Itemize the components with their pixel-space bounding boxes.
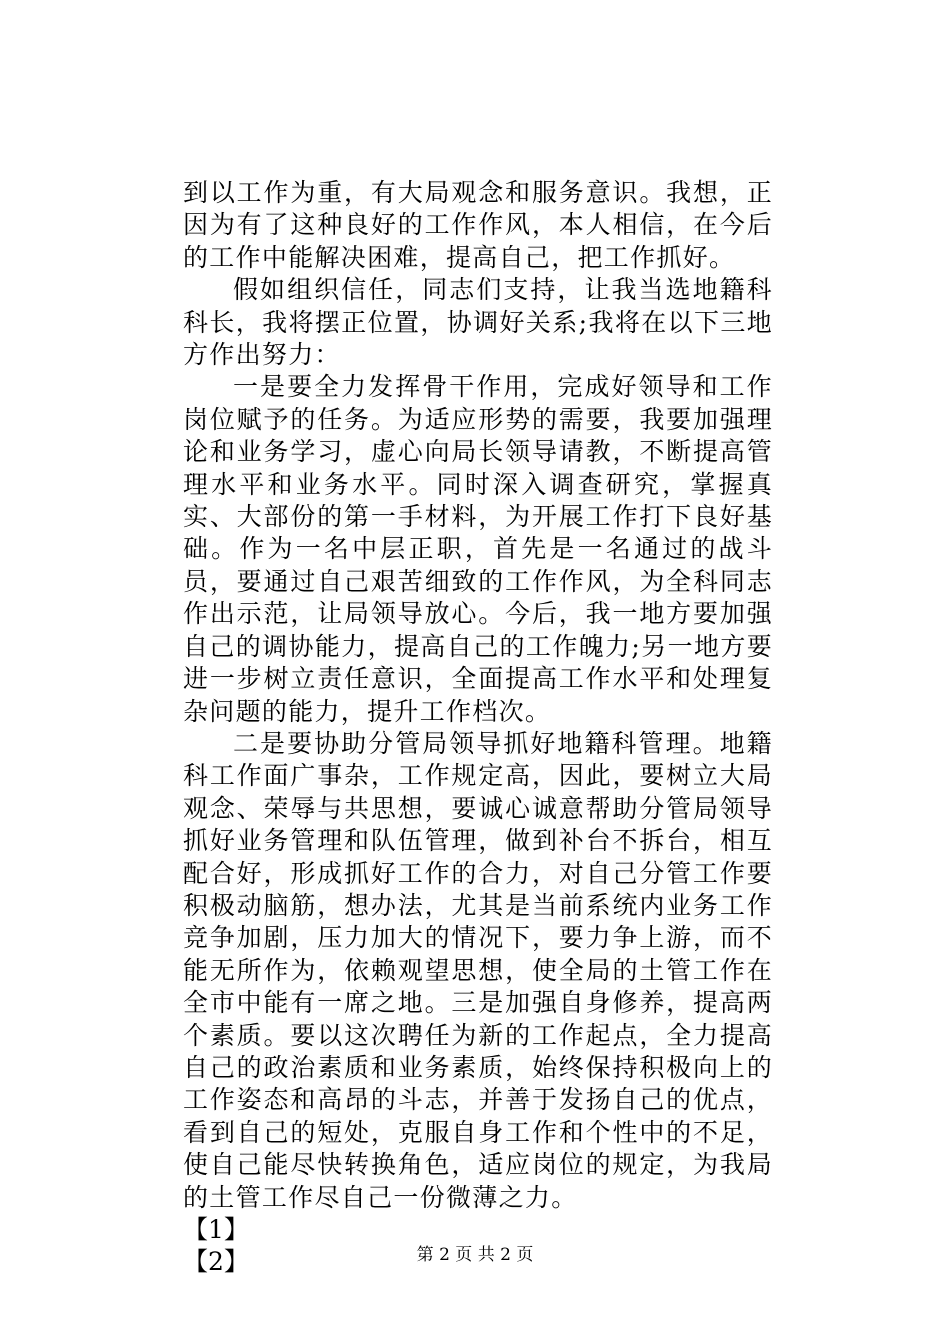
paragraph-continuation: 到以工作为重，有大局观念和服务意识。我想，正因为有了这种良好的工作作风，本人相信，在今后的工作中能解决困难，提高自己，把工作抓好。 xyxy=(183,178,773,272)
document-body xyxy=(183,177,773,1279)
reference-marker-1: 【1】 xyxy=(183,1215,249,1244)
paragraph-commitment: 假如组织信任，同志们支持，让我当选地籍科科长，我将摆正位置，协调好关系;我将在以下三地方作出努力： xyxy=(183,275,773,370)
paragraph-point-one: 一是要全力发挥骨干作用，完成好领导和工作岗位赋予的任务。为适应形势的需要，我要加强理论和业务学习，虚心向局长领导请教，不断提高管理水平和业务水平。同时深入调查研究，掌握真实、大部份的第一手材料，为开展工作打下良好基础。作为一名中层正职，首先是一名通过的战斗员，要通过自己艰苦细致的工作作风，为全科同志作出示范，让局领导放心。今后，我一地方要加强自己的调协能力，提高自己的工作魄力;另一地方要进一步树立责任意识，全面提高工作水平和处理复杂问题的能力，提升工作档次。 xyxy=(183,372,773,726)
page-footer: 第 2 页 共 2 页 xyxy=(416,1245,534,1265)
reference-marker-2: 【2】 xyxy=(183,1247,249,1277)
paragraph-point-two: 二是要协助分管局领导抓好地籍科管理。地籍科工作面广事杂，工作规定高，因此，要树立大局观念、荣辱与共思想，要诚心诚意帮助分管局领导抓好业务管理和队伍管理，做到补台不拆台，相互配合好，形成抓好工作的合力，对自己分管工作要积极动脑筋，想办法，尤其是当前系统内业务工作竞争加剧，压力加大的情况下，要力争上游，而不能无所作为，依赖观望思想，使全局的土管工作在全市中能有一席之地。三是加强自身修养，提高两个素质。要以这次聘任为新的工作起点，全力提高自己的政治素质和业务素质，始终保持积极向上的工作姿态和高昂的斗志，并善于发扬自己的优点，看到自己的短处，克服自身工作和个性中的不足，使自己能尽快转换角色，适应岗位的规定，为我局的土管工作尽自己一份微薄之力。 xyxy=(183,728,773,1212)
